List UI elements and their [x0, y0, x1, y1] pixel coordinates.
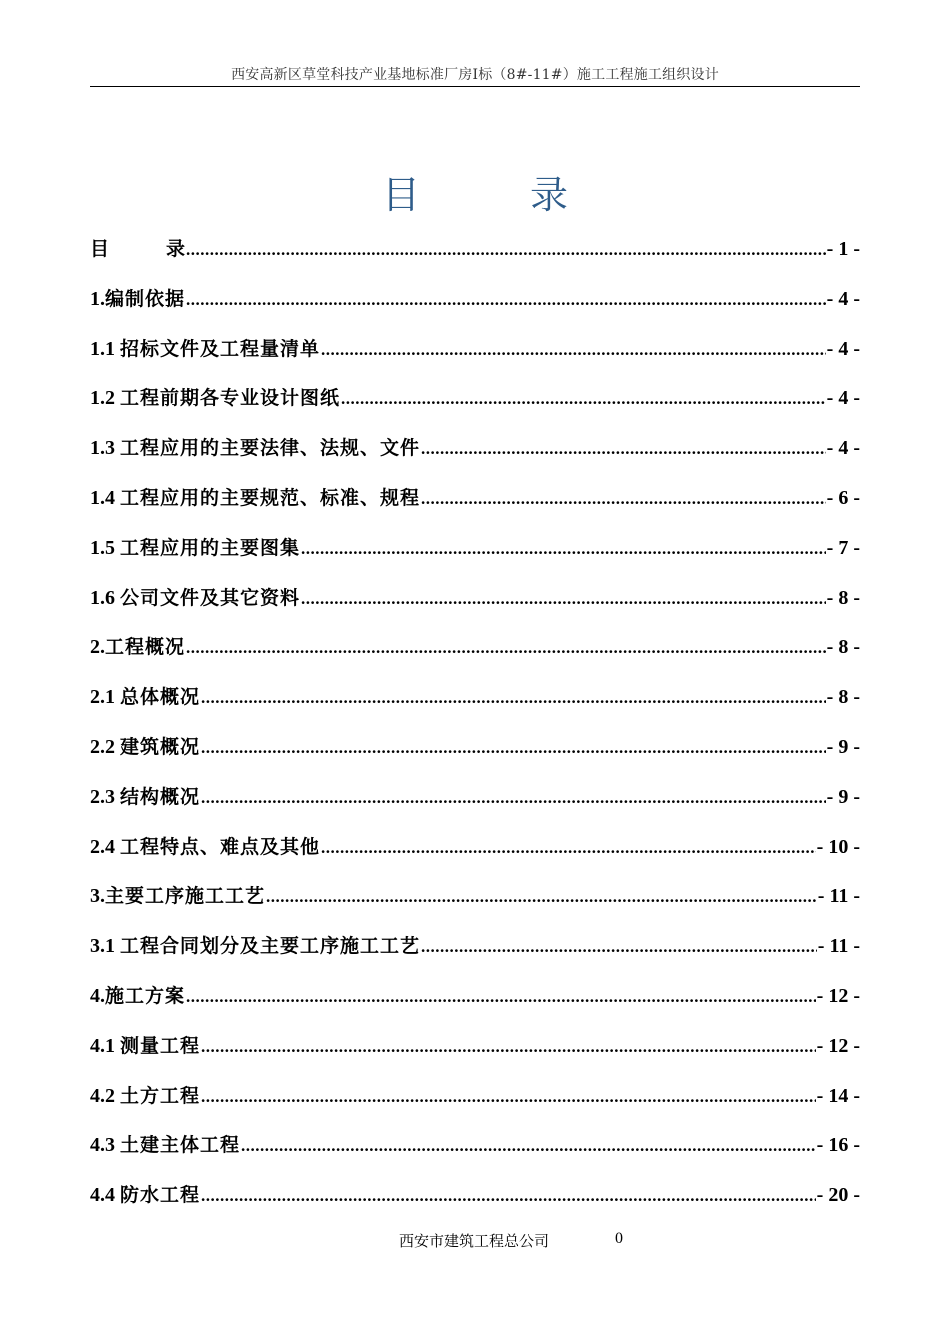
toc-entry-label [90, 782, 200, 809]
toc-entry-text: 工程应用的主要法律、法规、文件 [120, 437, 421, 460]
toc-entry[interactable] [90, 1124, 860, 1174]
toc-entry[interactable] [90, 477, 860, 527]
toc-page-number: - 12 - [816, 984, 860, 1007]
toc-dot-leader [301, 589, 826, 609]
toc-dot-leader [301, 539, 826, 559]
toc-entry-text: 招标文件及工程量清单 [120, 337, 321, 360]
toc-page-number: - 10 - [816, 835, 860, 858]
toc-page-number: - 8 - [826, 636, 860, 659]
toc-entry-text: 公司文件及其它资料 [120, 586, 301, 609]
toc-dot-leader [201, 738, 826, 758]
toc-entry[interactable] [90, 1174, 860, 1224]
toc-entry[interactable] [90, 875, 860, 925]
toc-dot-leader [201, 1186, 816, 1206]
toc-entry-text: 施工方案 [105, 984, 186, 1007]
toc-entry-text: 工程前期各专业设计图纸 [120, 387, 341, 410]
toc-dot-leader [341, 389, 826, 409]
toc-entry[interactable] [90, 527, 860, 577]
toc-entry-number: 3. [90, 885, 105, 908]
toc-entry-label [90, 483, 420, 510]
toc-entry[interactable] [90, 427, 860, 477]
toc-dot-leader [421, 937, 817, 957]
toc-entry-label [90, 533, 300, 560]
toc-dot-leader [241, 1136, 816, 1156]
toc-page-number: - 4 - [826, 387, 860, 410]
toc-dot-leader [421, 439, 826, 459]
toc-entry-number: 2.4 [90, 835, 120, 858]
toc-dot-leader [186, 240, 826, 260]
toc-dot-leader [186, 987, 816, 1007]
toc-entry-label [90, 682, 200, 709]
toc-dot-leader [201, 1087, 816, 1107]
toc-page-number: - 12 - [816, 1034, 860, 1057]
toc-page-number: - 8 - [826, 686, 860, 709]
toc-entry-text: 防水工程 [120, 1184, 201, 1207]
footer-company: 西安市建筑工程总公司 [399, 1232, 550, 1250]
toc-entry[interactable] [90, 577, 860, 627]
page-title [0, 164, 950, 219]
toc-page-number: - 11 - [817, 885, 860, 908]
title-char-1: 目 [381, 173, 420, 217]
toc-page-number: - 7 - [826, 536, 860, 559]
toc-entry-number: 3.1 [90, 935, 120, 958]
toc-dot-leader [201, 788, 826, 808]
toc-entry-text: 主要工序施工工艺 [105, 885, 266, 908]
toc-entry-number: 4.4 [90, 1184, 120, 1207]
toc-entry-text: 土方工程 [120, 1084, 201, 1107]
toc-entry-number: 2. [90, 636, 105, 659]
toc-entry[interactable] [90, 228, 860, 278]
toc-entry[interactable] [90, 328, 860, 378]
toc-page-number: - 1 - [826, 238, 860, 260]
title-char-2: 录 [530, 173, 569, 217]
toc-dot-leader [321, 340, 826, 360]
toc-entry-label [90, 732, 200, 759]
toc-page-number: - 9 - [826, 735, 860, 758]
toc-entry-label [90, 334, 320, 361]
toc-dot-leader [321, 838, 816, 858]
header-rule [90, 86, 860, 87]
toc-page-number: - 9 - [826, 785, 860, 808]
toc-entry-label [90, 881, 265, 908]
toc-entry-number: 4.3 [90, 1134, 120, 1157]
toc-page-number: - 6 - [826, 486, 860, 509]
toc-dot-leader [201, 688, 826, 708]
footer-page-number: 0 [615, 1230, 623, 1247]
toc-page-number: - 11 - [817, 935, 860, 958]
toc-dot-leader [186, 290, 826, 310]
toc-entry[interactable] [90, 1075, 860, 1125]
toc-entry-number: 4.2 [90, 1084, 120, 1107]
toc-entry-label [90, 284, 185, 311]
toc-entry-text: 编制依据 [105, 287, 186, 310]
toc-entry-number: 2.1 [90, 686, 120, 709]
toc-entry-label [90, 1180, 200, 1207]
toc-page-number: - 14 - [816, 1084, 860, 1107]
table-of-contents [90, 228, 860, 1224]
toc-entry-text: 工程应用的主要图集 [120, 536, 301, 559]
toc-entry-text: 总体概况 [120, 686, 201, 709]
toc-entry-label [90, 1130, 240, 1157]
toc-entry-number: 1. [90, 287, 105, 310]
toc-entry-text: 工程应用的主要规范、标准、规程 [120, 486, 421, 509]
toc-entry-label [90, 433, 420, 460]
toc-entry[interactable] [90, 278, 860, 328]
toc-entry-text: 土建主体工程 [120, 1134, 241, 1157]
toc-entry-label [90, 383, 340, 410]
toc-dot-leader [186, 638, 826, 658]
toc-entry[interactable] [90, 726, 860, 776]
toc-entry-text: 工程概况 [105, 636, 186, 659]
toc-page-number: - 4 - [826, 437, 860, 460]
toc-entry-text: 工程合同划分及主要工序施工工艺 [120, 935, 421, 958]
toc-dot-leader [421, 489, 826, 509]
toc-entry[interactable] [90, 676, 860, 726]
toc-entry-label [90, 583, 300, 610]
toc-page-number: - 8 - [826, 586, 860, 609]
toc-entry-label [90, 832, 320, 859]
toc-entry[interactable] [90, 776, 860, 826]
toc-entry-label [90, 632, 185, 659]
toc-dot-leader [201, 1037, 816, 1057]
toc-entry-text: 目 录 [90, 238, 186, 260]
toc-entry-label [90, 234, 185, 261]
toc-page-number: - 4 - [826, 337, 860, 360]
running-header: 西安高新区草堂科技产业基地标准厂房Ⅰ标（8#-11#）施工工程施工组织设计 [231, 67, 719, 83]
toc-entry-number: 1.3 [90, 437, 120, 460]
toc-entry-text: 结构概况 [120, 785, 201, 808]
toc-entry[interactable] [90, 925, 860, 975]
toc-entry-number: 1.6 [90, 586, 120, 609]
toc-entry-text: 工程特点、难点及其他 [120, 835, 321, 858]
toc-entry-number: 1.1 [90, 337, 120, 360]
toc-entry[interactable] [90, 826, 860, 876]
toc-entry-label [90, 1031, 200, 1058]
toc-entry[interactable] [90, 1025, 860, 1075]
toc-entry-label [90, 981, 185, 1008]
toc-page-number: - 4 - [826, 287, 860, 310]
toc-entry-number: 1.2 [90, 387, 120, 410]
toc-entry[interactable] [90, 626, 860, 676]
toc-entry-number: 2.3 [90, 785, 120, 808]
toc-page-number: - 20 - [816, 1184, 860, 1207]
toc-page-number: - 16 - [816, 1134, 860, 1157]
toc-dot-leader [266, 887, 817, 907]
toc-entry-number: 2.2 [90, 735, 120, 758]
toc-entry-number: 4.1 [90, 1034, 120, 1057]
toc-entry[interactable] [90, 377, 860, 427]
toc-entry-number: 1.5 [90, 536, 120, 559]
toc-entry-text: 测量工程 [120, 1034, 201, 1057]
toc-entry-label [90, 1081, 200, 1108]
toc-entry[interactable] [90, 975, 860, 1025]
toc-entry-label [90, 931, 420, 958]
toc-entry-number: 4. [90, 984, 105, 1007]
toc-entry-number: 1.4 [90, 486, 120, 509]
toc-entry-text: 建筑概况 [120, 735, 201, 758]
